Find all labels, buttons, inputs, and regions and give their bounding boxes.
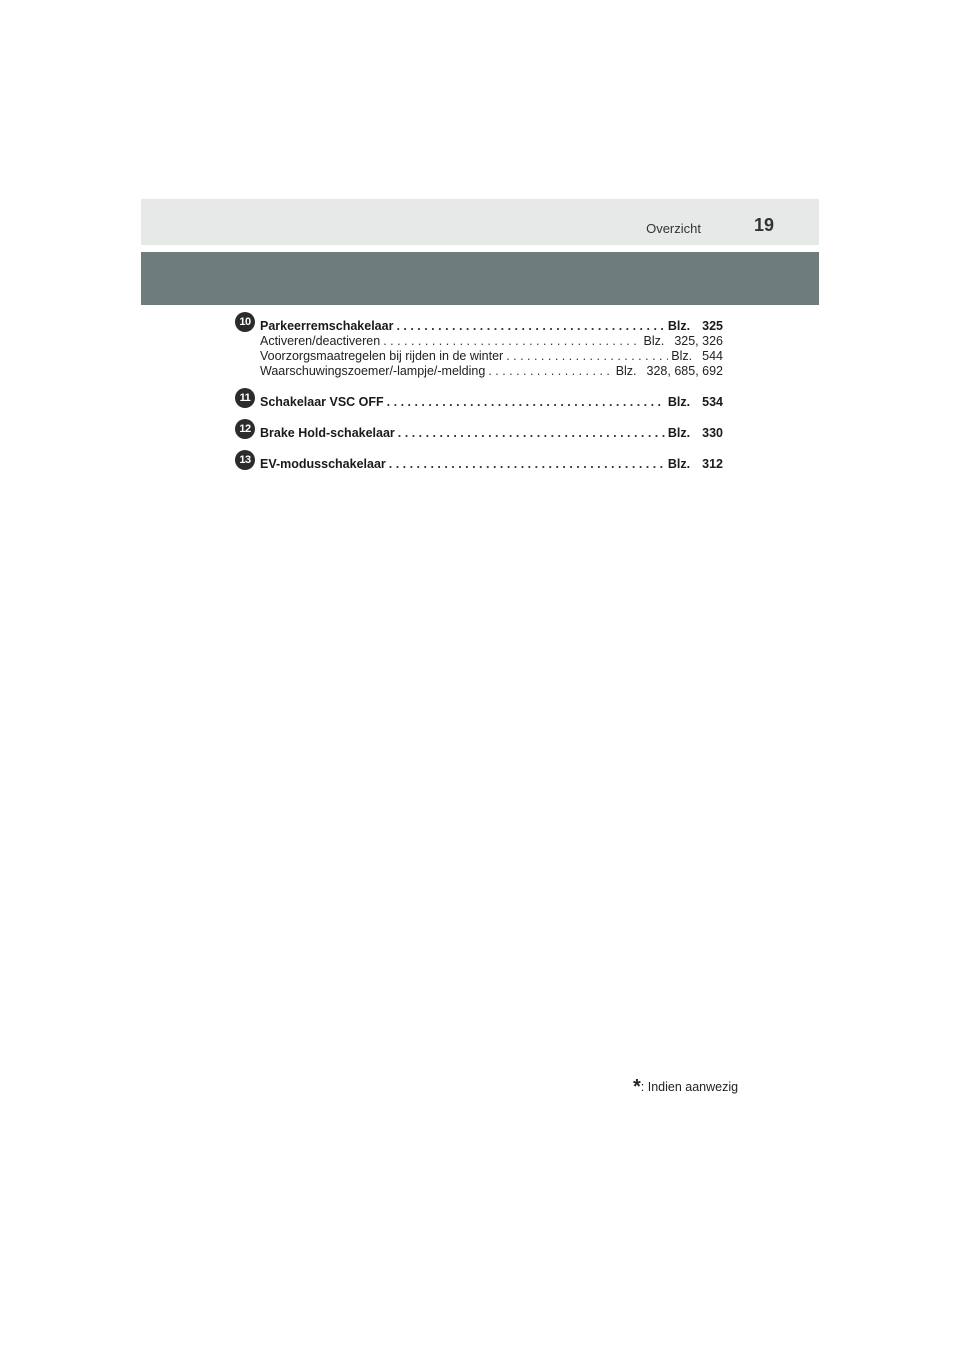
page-ref-label: Blz. xyxy=(667,395,691,409)
sub-entry-title: Waarschuwingszoemer/-lampje/-melding xyxy=(260,364,486,378)
entry-sub-line xyxy=(260,364,723,379)
entry-title: Parkeerremschakelaar xyxy=(260,319,394,333)
sub-entry-title: Voorzorgsmaatregelen bij rijden in de winter xyxy=(260,349,504,363)
entry-title: EV-modusschakelaar xyxy=(260,457,386,471)
page-ref-label: Blz. xyxy=(671,349,693,363)
page-ref-numbers: 534 xyxy=(702,395,723,409)
dot-leader xyxy=(506,349,668,364)
entry-main-line xyxy=(260,450,723,472)
page-header xyxy=(141,199,819,245)
page-ref-numbers: 544 xyxy=(702,349,723,363)
section-title: Overzicht xyxy=(646,221,701,236)
item-number-badge: 10 xyxy=(235,312,255,332)
index-list xyxy=(235,312,723,472)
page-ref-label: Blz. xyxy=(643,334,665,348)
item-number-badge: 13 xyxy=(235,450,255,470)
header-band xyxy=(141,252,819,305)
dot-leader xyxy=(387,395,665,410)
page-ref-numbers: 325, 326 xyxy=(674,334,723,348)
index-entry-vsc-off xyxy=(235,388,723,410)
index-entry-parking-brake xyxy=(235,312,723,379)
page-ref-label: Blz. xyxy=(667,426,691,440)
entry-main-line xyxy=(260,419,723,441)
entry-sub-line xyxy=(260,349,723,364)
item-number-badge: 12 xyxy=(235,419,255,439)
page-ref-numbers: 325 xyxy=(702,319,723,333)
dot-leader xyxy=(389,457,665,472)
page-ref-label: Blz. xyxy=(667,319,691,333)
dot-leader xyxy=(383,334,640,349)
page-ref-numbers: 330 xyxy=(702,426,723,440)
entry-main-line xyxy=(260,312,723,334)
sub-entry-title: Activeren/deactiveren xyxy=(260,334,381,348)
item-number-badge: 11 xyxy=(235,388,255,408)
footnote-text: : Indien aanwezig xyxy=(640,1080,739,1094)
page-ref-numbers: 328, 685, 692 xyxy=(646,364,723,378)
page-ref-numbers: 312 xyxy=(702,457,723,471)
page-number: 19 xyxy=(753,215,774,235)
index-entry-ev-mode xyxy=(235,450,723,472)
page-ref-label: Blz. xyxy=(615,364,637,378)
dot-leader xyxy=(396,319,664,334)
entry-title: Schakelaar VSC OFF xyxy=(260,395,384,409)
footnote xyxy=(633,1076,738,1099)
entry-title: Brake Hold-schakelaar xyxy=(260,426,395,440)
entry-sub-line xyxy=(260,334,723,349)
entry-main-line xyxy=(260,388,723,410)
dot-leader xyxy=(398,426,665,441)
index-entry-brake-hold xyxy=(235,419,723,441)
footnote-asterisk: * xyxy=(633,1076,641,1098)
page-ref-label: Blz. xyxy=(667,457,691,471)
dot-leader xyxy=(488,364,612,379)
